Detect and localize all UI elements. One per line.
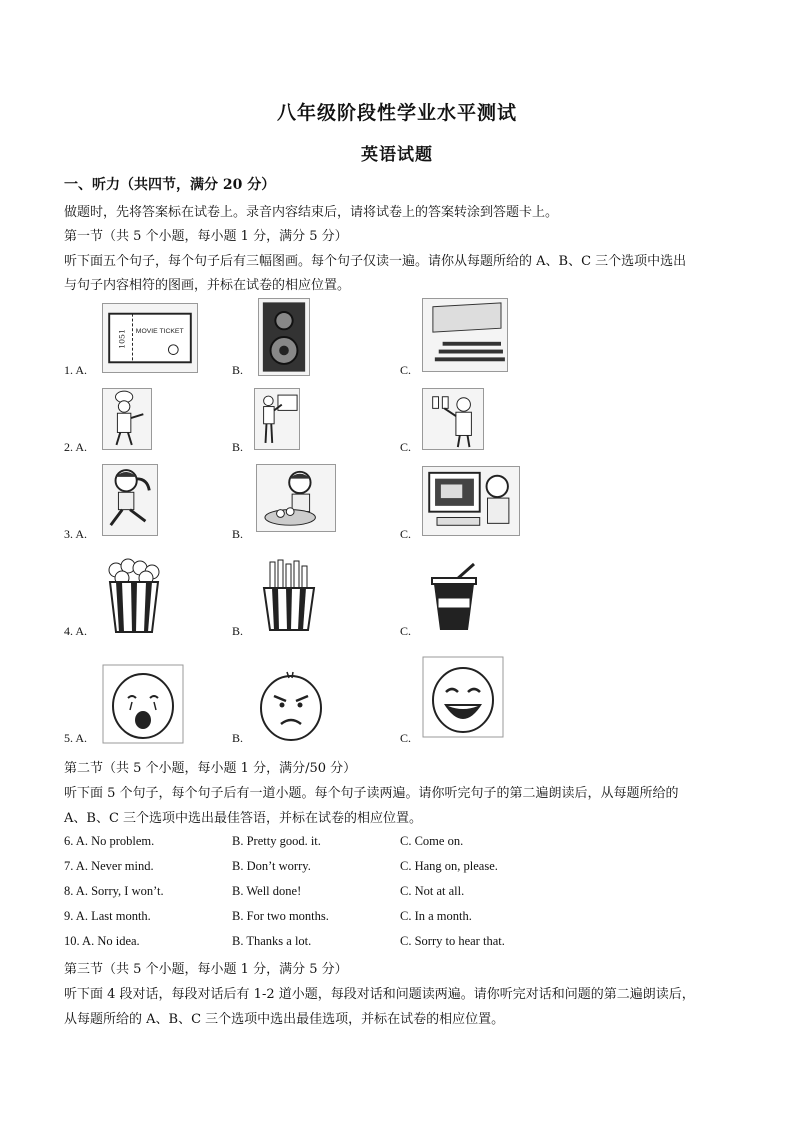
part2-instruction-line1: 听下面 5 个句子，每个句子后有一道小题。每个句子读两遍。请你听完句子的第二遍朗读后，从每题所给的: [64, 786, 679, 801]
page-title: 八年级阶段性学业水平测试: [276, 102, 517, 124]
question-6-option-c: C. Come on.: [400, 834, 464, 848]
question-10-option-c: C. Sorry to hear that.: [400, 934, 505, 948]
scientist-image: [422, 388, 484, 450]
option-label: C.: [400, 363, 412, 377]
instruction-text: 做题时，先将答案标在试卷上。录音内容结束后，请将试卷上的答案转涂到答题卡上。: [64, 205, 559, 220]
option-label: 2. A.: [64, 440, 88, 454]
running-girl-image: [102, 464, 158, 536]
cinema-image: [422, 298, 508, 372]
option-label: C.: [400, 624, 412, 638]
part3-instruction-line1: 听下面 4 段对话，每段对话后有 1-2 道小题，每段对话和问题读两遍。请你听完对话和问题的第二遍朗读后，: [64, 987, 695, 1002]
question-7-option-b: B. Don’t worry.: [232, 859, 311, 873]
option-label: B.: [232, 624, 244, 638]
angry-face-image: [254, 664, 328, 744]
question-9-option-b: B. For two months.: [232, 909, 329, 923]
question-7-option-a: 7. A. Never mind.: [64, 859, 154, 873]
part1-heading: 第一节（共 5 个小题，每小题 1 分，满分 5 分）: [64, 229, 348, 244]
question-8-option-c: C. Not at all.: [400, 884, 465, 898]
page-subtitle: 英语试题: [361, 145, 433, 165]
part2-instruction-line2: A、B、C 三个选项中选出最佳答语，并标在试卷的相应位置。: [64, 811, 423, 826]
section-heading: 一、听力（共四节，满分 20 分）: [64, 177, 276, 193]
question-9-option-c: C. In a month.: [400, 909, 472, 923]
option-label: B.: [232, 440, 244, 454]
question-6-option-b: B. Pretty good. it.: [232, 834, 321, 848]
question-9-option-a: 9. A. Last month.: [64, 909, 151, 923]
option-label: 1. A.: [64, 363, 88, 377]
option-label: B.: [232, 731, 244, 745]
computer-image: [422, 466, 520, 536]
option-label: C.: [400, 440, 412, 454]
question-7-option-c: C. Hang on, please.: [400, 859, 498, 873]
part2-heading: 第二节（共 5 个小题，每小题 1 分，满分/50 分）: [64, 761, 357, 776]
option-label: C.: [400, 527, 412, 541]
crying-face-image: [102, 664, 184, 744]
french-fries-image: [256, 558, 322, 632]
part3-instruction-line2: 从每题所给的 A、B、C 三个选项中选出最佳选项，并标在试卷的相应位置。: [64, 1012, 505, 1027]
popcorn-image: [102, 556, 166, 634]
washing-clothes-image: [256, 464, 336, 532]
option-label: B.: [232, 527, 244, 541]
option-label: C.: [400, 731, 412, 745]
movie-ticket-image: [102, 303, 198, 373]
question-10-option-b: B. Thanks a lot.: [232, 934, 312, 948]
question-6-option-a: 6. A. No problem.: [64, 834, 155, 848]
part1-instruction-line1: 听下面五个句子，每个句子后有三幅图画。每个句子仅读一遍。请你从每题所给的 A、B、C 三个选项中选出: [64, 254, 687, 269]
question-8-option-b: B. Well done!: [232, 884, 302, 898]
question-10-option-a: 10. A. No idea.: [64, 934, 140, 948]
part1-instruction-line2: 与句子内容相符的图画，并标在试卷的相应位置。: [64, 278, 351, 293]
option-label: 3. A.: [64, 527, 88, 541]
cook-image: [102, 388, 152, 450]
speaker-image: [258, 298, 310, 376]
ticket-number: 1051: [117, 329, 127, 349]
option-label: 5. A.: [64, 731, 88, 745]
option-label: B.: [232, 363, 244, 377]
laughing-face-image: [422, 656, 504, 738]
option-label: 4. A.: [64, 624, 88, 638]
part3-heading: 第三节（共 5 个小题，每小题 1 分，满分 5 分）: [64, 962, 348, 977]
teacher-image: [254, 388, 300, 450]
drink-cup-image: [422, 560, 488, 632]
question-8-option-a: 8. A. Sorry, I won’t.: [64, 884, 164, 898]
ticket-text: MOVIE TICKET: [135, 328, 184, 336]
